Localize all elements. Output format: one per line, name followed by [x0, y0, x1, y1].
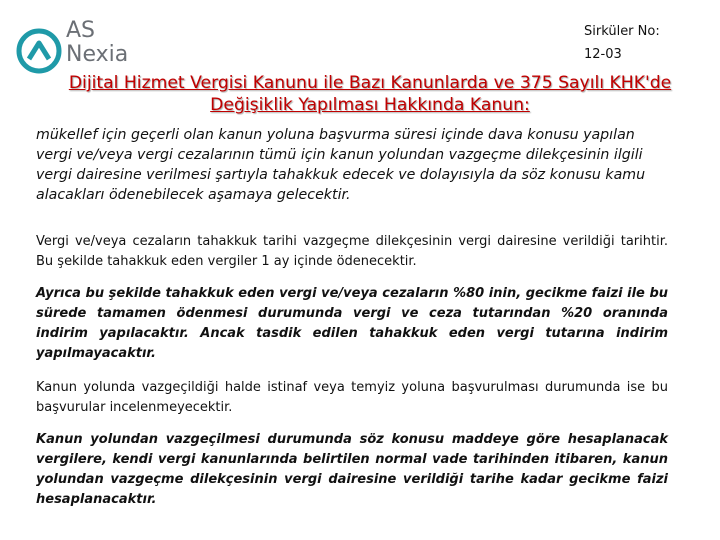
paragraph-4: Kanun yolunda vazgeçildiği halde istinaf veya temyiz yoluna başvurulması durumunda ise bu başvurular incelenmeyecektir.	[36, 380, 668, 415]
brand-line-2: Nexia	[66, 42, 129, 67]
paragraph-5: Kanun yolundan vazgeçilmesi durumunda söz konusu maddeye göre hesaplanacak vergilere, kendi vergi kanunlarında belirtilen normal vade tarihinden itibaren, kanun yolundan vazgeçme dilekçesinin vergi dairesine verildiği tarihe kadar gecikme faizi hesaplanacaktır.	[36, 432, 668, 507]
circular-number: 12-03	[584, 47, 622, 62]
circular-label: Sirküler No:	[584, 24, 660, 39]
paragraph-3: Ayrıca bu şekilde tahakkuk eden vergi ve/veya cezaların %80 inin, gecikme faizi ile bu sürede tamamen ödenmesi durumunda vergi ve ceza tutarından %20 oranında indirim yapılacaktır. Ancak tasdik edilen tahakkuk eden vergi tutarına indirim yapılmayacaktır.	[36, 286, 668, 361]
circular-info	[584, 20, 660, 66]
paragraph-1: mükellef için geçerli olan kanun yoluna başvurma süresi içinde dava konusu yapılan vergi ve/veya vergi cezalarının tümü için kanun yolundan vazgeçme dilekçesinin ilgili vergi dairesine verilmesi şartıyla tahakkuk edecek ve dolayısıyla da söz konusu kamu alacakları ödenebilecek aşamaya gelecektir.	[36, 127, 646, 203]
brand-line-1: AS	[66, 18, 96, 43]
company-logo	[16, 18, 156, 78]
page-title: Dijital Hizmet Vergisi Kanunu ile Bazı Kanunlarda ve 375 Sayılı KHK'de Değişiklik Yapılması Hakkında Kanun:	[68, 73, 672, 115]
paragraph-2: Vergi ve/veya cezaların tahakkuk tarihi vazgeçme dilekçesinin vergi dairesine verildiği tarihtir. Bu şekilde tahakkuk eden vergiler 1 ay içinde ödenecektir.	[36, 234, 668, 269]
nexia-logo-icon	[16, 28, 62, 74]
